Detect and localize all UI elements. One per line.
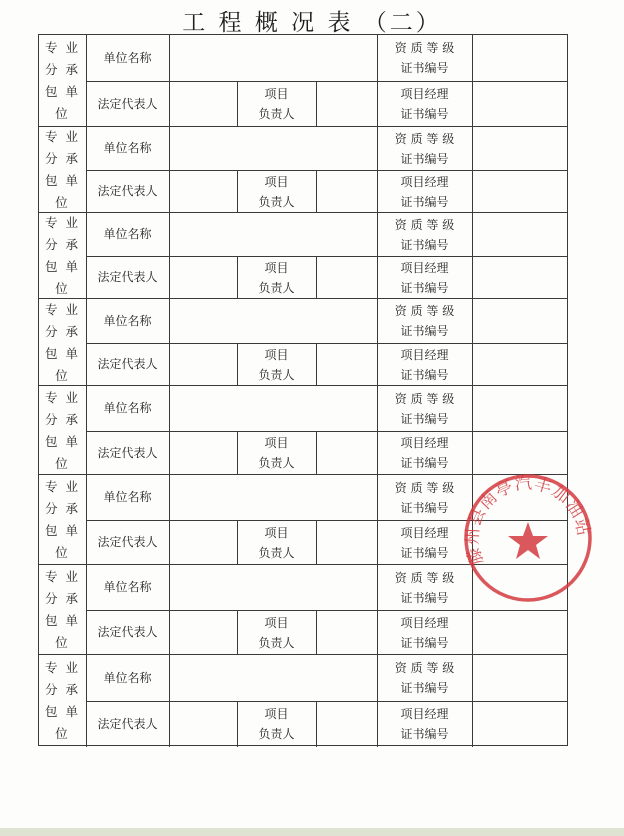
- pm-line: 项目经理: [400, 174, 449, 189]
- subcontractor-group: [39, 655, 567, 747]
- project-line: 项目: [264, 707, 289, 721]
- project-line: 负责人: [258, 367, 295, 382]
- legal-rep-text: 法定代表人: [97, 270, 158, 284]
- project-manager-label: [377, 256, 472, 299]
- side-label-line: 位: [55, 545, 70, 560]
- subcontractor-group: [39, 35, 567, 127]
- unit-name-text: 单位名称: [103, 141, 152, 155]
- svg-text:滕州县南亭汽丰加油站: 滕州县南亭汽丰加油站: [462, 473, 594, 568]
- project-lead-label: [237, 170, 316, 213]
- project-lead-label: [237, 431, 316, 475]
- divider: [237, 610, 238, 654]
- project-line: 项目: [264, 525, 289, 540]
- project-manager-cert-field[interactable]: [472, 343, 567, 386]
- project-manager-cert-field[interactable]: [472, 170, 567, 213]
- unit-name-text: 单位名称: [103, 580, 152, 594]
- subcontractor-group: [39, 213, 567, 299]
- project-lead-label: [237, 701, 316, 747]
- qualification-cert-field[interactable]: [472, 386, 567, 431]
- side-label-line: 专 业: [45, 129, 80, 144]
- legal-rep-text: 法定代表人: [97, 357, 158, 371]
- qual-line: 资 质 等 级: [394, 480, 455, 495]
- side-label-line: 分 承: [45, 501, 80, 516]
- divider: [86, 386, 87, 474]
- qual-line: 证书编号: [400, 151, 449, 166]
- side-label-line: 位: [55, 455, 70, 471]
- unit-name-text: 单位名称: [103, 227, 152, 241]
- qual-line: 资 质 等 级: [394, 41, 455, 55]
- divider: [237, 520, 238, 564]
- pm-line: 证书编号: [400, 367, 449, 382]
- project-manager-label: [377, 81, 472, 127]
- pm-line: 证书编号: [400, 280, 449, 295]
- unit-name-field[interactable]: [169, 127, 377, 170]
- legal-rep-label: [86, 610, 169, 655]
- pm-line: 项目经理: [400, 707, 449, 721]
- subcontractor-label: [39, 299, 86, 386]
- legal-rep-label: [86, 170, 169, 213]
- legal-rep-field[interactable]: [169, 256, 237, 299]
- qual-line: 证书编号: [400, 237, 449, 252]
- subcontractor-label: [39, 386, 86, 475]
- qual-line: 资 质 等 级: [394, 570, 455, 585]
- project-lead-label: [237, 81, 316, 127]
- unit-name-text: 单位名称: [103, 670, 152, 685]
- divider: [316, 520, 317, 564]
- unit-name-label: [86, 213, 169, 256]
- qual-line: 证书编号: [400, 411, 449, 426]
- side-label-line: 专 业: [45, 301, 80, 317]
- pm-line: 证书编号: [400, 635, 449, 650]
- side-label-line: 专 业: [45, 569, 80, 584]
- subcontractor-label: [39, 35, 86, 127]
- subcontractor-label: [39, 475, 86, 565]
- project-line: 项目: [264, 347, 289, 362]
- project-lead-label: [237, 256, 316, 299]
- divider: [237, 81, 238, 126]
- unit-name-label: [86, 565, 169, 610]
- side-label-line: 分 承: [45, 682, 80, 697]
- project-line: 负责人: [258, 456, 295, 470]
- project-lead-label: [237, 343, 316, 386]
- legal-rep-label: [86, 81, 169, 127]
- qual-line: 证书编号: [400, 61, 449, 75]
- project-lead-field[interactable]: [316, 81, 377, 127]
- side-label-line: 专 业: [45, 389, 80, 405]
- project-manager-cert-field[interactable]: [472, 431, 567, 475]
- legal-rep-text: 法定代表人: [97, 535, 158, 549]
- pm-line: 证书编号: [400, 456, 449, 470]
- legal-rep-text: 法定代表人: [97, 96, 158, 111]
- project-line: 负责人: [258, 727, 295, 741]
- side-label-line: 位: [55, 367, 70, 383]
- project-manager-cert-field[interactable]: [472, 256, 567, 299]
- unit-name-text: 单位名称: [103, 401, 152, 415]
- side-label-line: 分 承: [45, 411, 80, 427]
- unit-name-text: 单位名称: [103, 313, 152, 328]
- subcontractor-label: [39, 655, 86, 747]
- legal-rep-field[interactable]: [169, 343, 237, 386]
- page-title: 工 程 概 况 表 （二）: [182, 10, 442, 36]
- divider: [316, 81, 317, 126]
- divider: [237, 256, 238, 298]
- legal-rep-label: [86, 343, 169, 386]
- side-label-line: 包 单: [45, 613, 80, 628]
- side-label-line: 包 单: [45, 259, 80, 274]
- project-lead-field[interactable]: [316, 520, 377, 565]
- divider: [86, 701, 567, 702]
- unit-name-label: [86, 655, 169, 701]
- pm-line: 项目经理: [400, 87, 449, 101]
- divider: [86, 431, 567, 432]
- qualification-label: [377, 386, 472, 431]
- subcontractor-group: [39, 386, 567, 475]
- qualification-label: [377, 475, 472, 520]
- side-label-line: 专 业: [45, 40, 80, 55]
- side-label-line: 位: [55, 106, 70, 121]
- pm-line: 项目经理: [400, 525, 449, 540]
- scan-edge: [0, 828, 624, 836]
- unit-name-field[interactable]: [169, 213, 377, 256]
- side-label-line: 分 承: [45, 591, 80, 606]
- side-label-line: 位: [55, 195, 70, 210]
- unit-name-field[interactable]: [169, 655, 377, 701]
- legal-rep-field[interactable]: [169, 170, 237, 213]
- divider: [316, 431, 317, 474]
- pm-line: 证书编号: [400, 545, 449, 560]
- project-line: 项目: [264, 615, 289, 630]
- pm-line: 证书编号: [400, 194, 449, 209]
- divider: [472, 299, 473, 385]
- unit-name-text: 单位名称: [103, 490, 152, 504]
- project-manager-label: [377, 431, 472, 475]
- project-line: 项目: [264, 174, 289, 189]
- project-line: 项目: [264, 87, 289, 101]
- divider: [169, 299, 170, 385]
- pm-line: 项目经理: [400, 615, 449, 630]
- qualification-cert-field[interactable]: [472, 213, 567, 256]
- unit-name-field[interactable]: [169, 475, 377, 520]
- unit-name-label: [86, 475, 169, 520]
- subcontractor-label: [39, 565, 86, 655]
- legal-rep-field[interactable]: [169, 610, 237, 655]
- project-manager-label: [377, 343, 472, 386]
- side-label-line: 位: [55, 635, 70, 650]
- unit-name-label: [86, 299, 169, 343]
- project-manager-label: [377, 610, 472, 655]
- legal-rep-label: [86, 701, 169, 747]
- qualification-label: [377, 127, 472, 170]
- legal-rep-text: 法定代表人: [97, 625, 158, 639]
- qual-line: 证书编号: [400, 681, 449, 695]
- side-label-line: 专 业: [45, 215, 80, 230]
- divider: [472, 386, 473, 474]
- divider: [316, 256, 317, 298]
- legal-rep-field[interactable]: [169, 701, 237, 747]
- divider: [316, 170, 317, 212]
- side-label-line: 专 业: [45, 479, 80, 494]
- project-lead-label: [237, 610, 316, 655]
- unit-name-text: 单位名称: [103, 50, 152, 65]
- divider: [86, 299, 87, 385]
- project-manager-cert-field[interactable]: [472, 610, 567, 655]
- project-lead-field[interactable]: [316, 170, 377, 213]
- pm-line: 证书编号: [400, 727, 449, 741]
- divider: [377, 299, 378, 385]
- unit-name-label: [86, 35, 169, 81]
- divider: [86, 343, 567, 344]
- subcontractor-label: [39, 213, 86, 299]
- project-line: 负责人: [258, 635, 295, 650]
- pm-line: 证书编号: [400, 107, 449, 121]
- side-label-line: 分 承: [45, 323, 80, 339]
- project-lead-field[interactable]: [316, 431, 377, 475]
- divider: [237, 431, 238, 474]
- divider: [86, 170, 567, 171]
- project-lead-field[interactable]: [316, 701, 377, 747]
- legal-rep-label: [86, 431, 169, 475]
- project-lead-field[interactable]: [316, 610, 377, 655]
- divider: [316, 701, 317, 747]
- side-label-line: 包 单: [45, 433, 80, 449]
- qual-line: 资 质 等 级: [394, 304, 455, 318]
- qualification-cert-field[interactable]: [472, 655, 567, 701]
- unit-name-field[interactable]: [169, 35, 377, 81]
- legal-rep-field[interactable]: [169, 431, 237, 475]
- qual-line: 资 质 等 级: [394, 661, 455, 675]
- project-manager-label: [377, 170, 472, 213]
- divider: [237, 701, 238, 747]
- side-label-line: 专 业: [45, 660, 80, 675]
- legal-rep-text: 法定代表人: [97, 716, 158, 731]
- project-lead-field[interactable]: [316, 343, 377, 386]
- qualification-cert-field[interactable]: [472, 127, 567, 170]
- divider: [377, 386, 378, 474]
- divider: [237, 343, 238, 385]
- legal-rep-label: [86, 520, 169, 565]
- pm-line: 项目经理: [400, 347, 449, 362]
- qualification-label: [377, 655, 472, 701]
- divider: [316, 610, 317, 654]
- side-label-line: 包 单: [45, 173, 80, 188]
- qualification-label: [377, 565, 472, 610]
- qualification-label: [377, 299, 472, 343]
- project-line: 负责人: [258, 545, 295, 560]
- side-label-line: 位: [55, 726, 70, 741]
- qualification-cert-field[interactable]: [472, 35, 567, 81]
- side-label-line: 包 单: [45, 84, 80, 99]
- project-manager-cert-field[interactable]: [472, 701, 567, 747]
- qualification-label: [377, 213, 472, 256]
- divider: [86, 81, 567, 82]
- divider: [86, 256, 567, 257]
- legal-rep-label: [86, 256, 169, 299]
- subcontractor-label: [39, 127, 86, 213]
- qual-line: 证书编号: [400, 324, 449, 338]
- legal-rep-text: 法定代表人: [97, 184, 158, 198]
- qual-line: 资 质 等 级: [394, 217, 455, 232]
- project-overview-table: [38, 34, 568, 746]
- qual-line: 资 质 等 级: [394, 391, 455, 406]
- qual-line: 证书编号: [400, 500, 449, 515]
- project-line: 负责人: [258, 194, 295, 209]
- qual-line: 资 质 等 级: [394, 131, 455, 146]
- pm-line: 项目经理: [400, 436, 449, 450]
- pm-line: 项目经理: [400, 260, 449, 275]
- side-label-line: 分 承: [45, 62, 80, 77]
- subcontractor-group: [39, 127, 567, 213]
- divider: [316, 343, 317, 385]
- project-lead-label: [237, 520, 316, 565]
- project-manager-label: [377, 701, 472, 747]
- side-label-line: 位: [55, 281, 70, 296]
- side-label-line: 包 单: [45, 704, 80, 719]
- qualification-label: [377, 35, 472, 81]
- project-lead-field[interactable]: [316, 256, 377, 299]
- unit-name-label: [86, 127, 169, 170]
- project-line: 项目: [264, 436, 289, 450]
- project-line: 负责人: [258, 280, 295, 295]
- divider: [237, 170, 238, 212]
- unit-name-label: [86, 386, 169, 431]
- side-label-line: 分 承: [45, 151, 80, 166]
- project-manager-cert-field[interactable]: [472, 81, 567, 127]
- unit-name-field[interactable]: [169, 565, 377, 610]
- side-label-line: 包 单: [45, 523, 80, 538]
- legal-rep-text: 法定代表人: [97, 445, 158, 460]
- qualification-cert-field[interactable]: [472, 299, 567, 343]
- divider: [86, 610, 567, 611]
- project-line: 项目: [264, 260, 289, 275]
- project-line: 负责人: [258, 107, 295, 121]
- company-seal: [460, 470, 596, 606]
- qual-line: 证书编号: [400, 590, 449, 605]
- side-label-line: 包 单: [45, 345, 80, 361]
- unit-name-field[interactable]: [169, 386, 377, 431]
- legal-rep-field[interactable]: [169, 520, 237, 565]
- legal-rep-field[interactable]: [169, 81, 237, 127]
- project-manager-label: [377, 520, 472, 565]
- divider: [169, 386, 170, 474]
- subcontractor-group: [39, 299, 567, 386]
- unit-name-field[interactable]: [169, 299, 377, 343]
- side-label-line: 分 承: [45, 237, 80, 252]
